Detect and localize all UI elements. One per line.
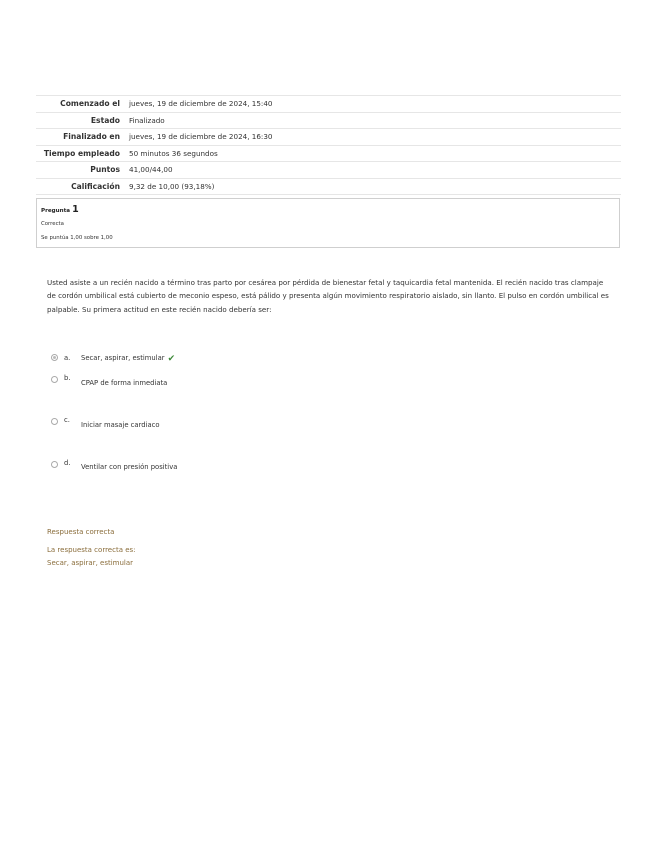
- summary-label: Estado: [90, 115, 120, 125]
- answer-option-c[interactable]: [51, 416, 451, 430]
- radio-button[interactable]: [51, 376, 58, 383]
- question-state: Correcta: [41, 221, 64, 227]
- answer-options: [51, 350, 551, 480]
- feedback-area: [47, 528, 447, 570]
- option-text: Secar, aspirar, estimular: [81, 354, 165, 362]
- option-text: Ventilar con presión positiva: [81, 463, 178, 471]
- attempt-summary-table: [36, 95, 621, 195]
- summary-row-state: [36, 113, 621, 130]
- question-body: Usted asiste a un recién nacido a término tras parto por cesárea por pérdida de bienestar fetal y taquicardia fetal mantenida. El recién nacido tras clampaje de cordón umbilical está cubierto de meconio espeso, está pálido y presenta algún movimiento respiratorio aislado, sin llanto. El pulso en cordón umbilical es palpable. Su primera actitud en este recién nacido debería ser:: [47, 278, 609, 314]
- summary-row-finished: [36, 129, 621, 146]
- summary-value: jueves, 19 de diciembre de 2024, 15:40: [129, 99, 273, 109]
- summary-label: Calificación: [71, 181, 120, 191]
- radio-button[interactable]: [51, 461, 58, 468]
- summary-row-grade: [36, 179, 621, 196]
- question-number-value: 1: [72, 204, 79, 215]
- summary-value: Finalizado: [129, 115, 165, 125]
- option-letter: b.: [64, 374, 71, 382]
- option-letter: a.: [64, 354, 71, 362]
- summary-label: Comenzado el: [60, 99, 120, 109]
- summary-value: 50 minutos 36 segundos: [129, 148, 218, 158]
- summary-row-time: [36, 146, 621, 163]
- question-prefix: Pregunta: [41, 208, 71, 214]
- feedback-correct-answer: Secar, aspirar, estimular: [47, 559, 134, 567]
- summary-value: 41,00/44,00: [129, 165, 173, 175]
- summary-label: Tiempo empleado: [43, 148, 120, 158]
- option-letter: c.: [64, 416, 70, 424]
- feedback-correct-label: La respuesta correcta es:: [47, 546, 136, 554]
- check-icon: ✔: [167, 354, 176, 364]
- answer-option-a[interactable]: [51, 352, 451, 366]
- summary-value: jueves, 19 de diciembre de 2024, 16:30: [129, 132, 273, 142]
- question-info-box: [36, 198, 620, 248]
- radio-button[interactable]: [51, 418, 58, 425]
- answer-option-b[interactable]: [51, 374, 451, 388]
- question-grade: Se puntúa 1,00 sobre 1,00: [41, 235, 113, 241]
- summary-label: Puntos: [90, 165, 120, 175]
- summary-value: 9,32 de 10,00 (93,18%): [129, 181, 215, 191]
- question-number: [41, 204, 79, 215]
- option-text: Iniciar masaje cardiaco: [81, 421, 160, 429]
- option-letter: d.: [64, 459, 71, 467]
- summary-label: Finalizado en: [63, 132, 120, 142]
- question-text: [47, 276, 613, 316]
- feedback-result: Respuesta correcta: [47, 528, 115, 536]
- option-label: [81, 354, 175, 364]
- radio-button[interactable]: [51, 354, 58, 361]
- summary-row-points: [36, 162, 621, 179]
- option-text: CPAP de forma inmediata: [81, 379, 168, 387]
- summary-row-started: [36, 96, 621, 113]
- answer-option-d[interactable]: [51, 459, 451, 473]
